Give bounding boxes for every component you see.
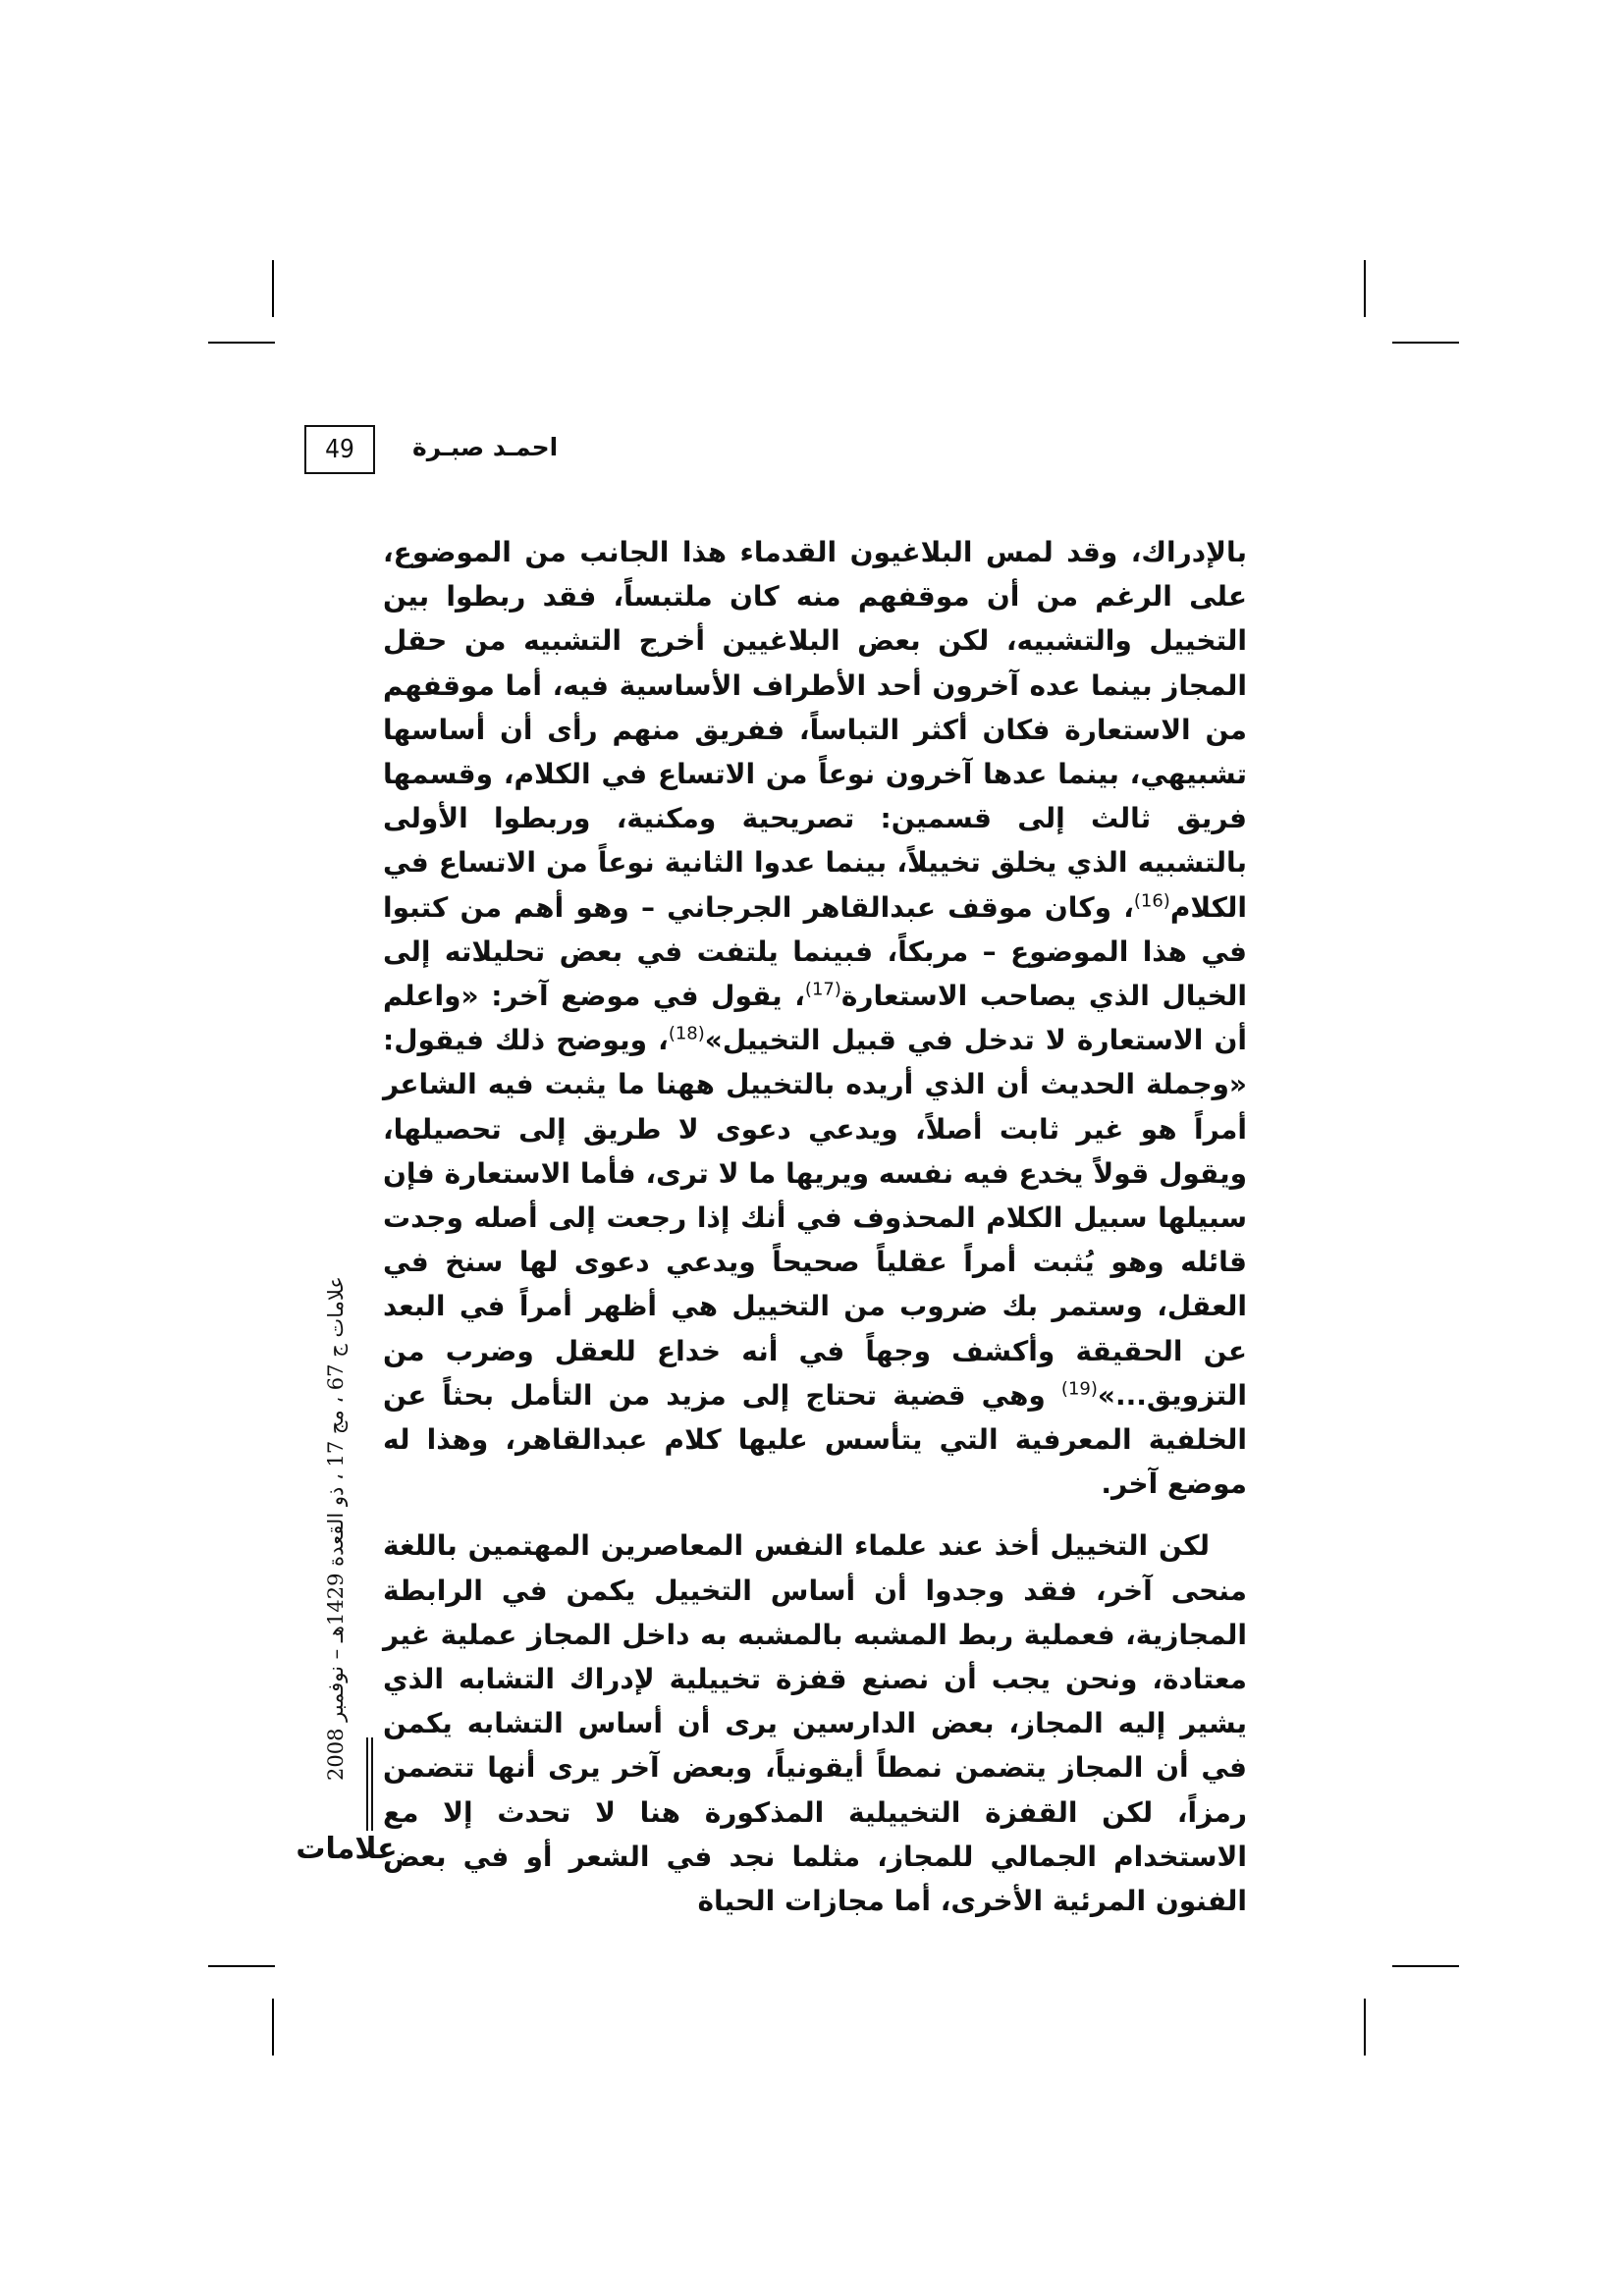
crop-mark-top-left-h [208,342,275,344]
page-number: 49 [304,425,375,474]
paragraph-2: لكن التخييل أخذ عند علماء النفس المعاصرين المهتمين باللغة منحى آخر، فقد وجدوا أن أساس التخييل يكمن في الرابطة المجازية، فعملية ربط المشبه بالمشبه به داخل المجاز عملية غير معتادة، ونحن يجب أن نصنع قفزة تخييلية لإدراك التشابه الذي يشير إليه المجاز، بعض الدارسين يرى أن أساس التشابه يكمن في أن المجاز يتضمن نمطاً أيقونياً، وبعض آخر يرى أنها تتضمن رمزاً، لكن القفزة التخييلية المذكورة هنا لا تحدث إلا مع الاستخدام الجمالي للمجاز، مثلما نجد في الشعر أو في بعض الفنون المرئية الأخرى، أما مجازات الحياة [383,1529,1247,1918]
footnote-ref-17[interactable]: (17) [804,979,841,1000]
crop-mark-top-left [272,260,274,317]
crop-mark-top-right [1364,260,1366,317]
paragraph-1-part-b: ، وكان موقف عبدالقاهر الجرجاني – وهو أهم من كتبوا في هذا الموضوع – مربكاً، فبينما يلتفت في بعض تحليلاته إلى الخيال الذي يصاحب الاستعارة [383,890,1247,1013]
crop-mark-bottom-left-h [208,1965,275,1967]
journal-sidebar [324,1276,363,1796]
sidebar-rule-2 [371,1737,373,1831]
crop-mark-bottom-right-h [1392,1965,1459,1967]
paragraph-1 [383,530,1247,1506]
sidebar-rule-1 [366,1737,368,1831]
paragraph-1-part-c: ، يقول في موضع آخر: «واعلم أن الاستعارة لا تدخل في قبيل التخييل» [383,980,1247,1057]
footnote-ref-19[interactable]: (19) [1060,1378,1098,1400]
journal-logo: علامات [296,1831,398,1866]
crop-mark-top-right-h [1392,342,1459,344]
paragraph-1-part-a: بالإدراك، وقد لمس البلاغيون القدماء هذا الجانب من الموضوع، على الرغم من أن موقفهم منه كان ملتبساً، فقد ربطوا بين التخييل والتشبيه، لكن بعض البلاغيين أخرج التشبيه من حقل المجاز بينما عده آخرون أحد الأطراف الأساسية فيه، أما موقفهم من الاستعارة فكان أكثر التباساً، ففريق منهم رأى أن أساسها تشبيهي، بينما عدها آخرون نوعاً من الاتساع في الكلام، وقسمها فريق ثالث إلى قسمين: تصريحية ومكنية، وربطوا الأولى بالتشبيه الذي يخلق تخييلاً، بينما عدوا الثانية نوعاً من الاتساع في الكلام [383,536,1247,924]
page-header [304,425,1237,476]
article-body [383,530,1247,1923]
footnote-ref-16[interactable]: (16) [1133,890,1170,912]
running-head-author: احمـد صبـرة [412,433,559,461]
paragraph-1-part-d: ، ويوضح ذلك فيقول: «وجملة الحديث أن الذي أريده بالتخييل ههنا ما يثبت فيه الشاعر أمراً هو غير ثابت أصلاً، ويدعي دعوى لا طريق إلى تحصيلها، ويقول قولاً يخدع فيه نفسه ويريها ما لا ترى، فأما الاستعارة فإن سبيلها سبيل الكلام المحذوف في أنك إذا رجعت إلى أصله وجدت قائله وهو يُثبت أمراً عقلياً صحيحاً ويدعي دعوى لها سنخ في العقل، وستمر بك ضروب من التخييل هي أظهر أمراً في البعد عن الحقيقة وأكشف وجهاً في أنه خداع للعقل وضرب من التزويق...» [383,1024,1247,1412]
crop-mark-bottom-left [272,1999,274,2056]
paragraph-1-part-e: وهي قضية تحتاج إلى مزيد من التأمل بحثاً عن الخلفية المعرفية التي يتأسس عليها كلام عبدالقاهر، وهذا له موضع آخر. [383,1378,1247,1501]
footnote-ref-18[interactable]: (18) [668,1023,705,1044]
crop-mark-bottom-right [1364,1999,1366,2056]
journal-issue-line: علامات ج 67 ، مج 17 ، ذو القعدة 1429هـ – نوفمبر 2008 [324,1276,348,1781]
